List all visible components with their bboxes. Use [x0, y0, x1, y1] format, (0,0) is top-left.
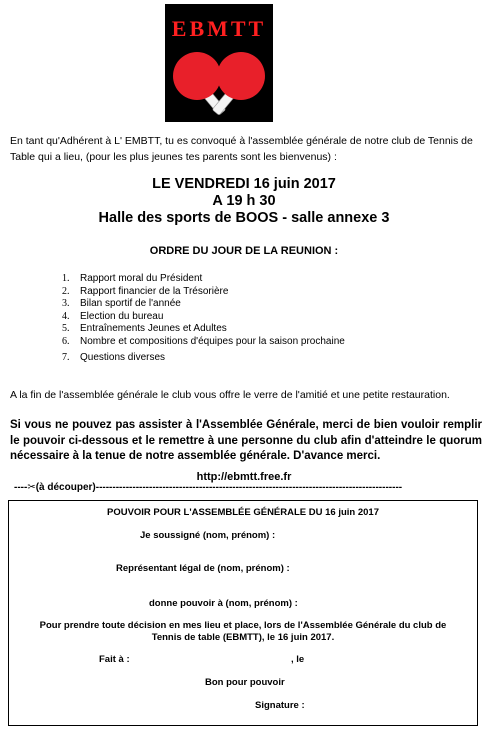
event-time: A 19 h 30 — [212, 193, 276, 209]
agenda-item-number: 6. — [62, 335, 70, 347]
agenda-item — [62, 352, 462, 365]
agenda-title: ORDRE DU JOUR DE LA REUNION : — [149, 245, 339, 257]
cut-line-label: (à découper) — [35, 482, 96, 493]
decision-text-line-2: Tennis de table (EBMTT), le 16 juin 2017. — [151, 632, 335, 643]
agenda-item-text: Questions diverses — [80, 352, 166, 363]
intro-paragraph: En tant qu'Adhérent à L' EMBTT, tu es convoqué à l'assemblée générale de notre club de Tennis de Table qui a lieu, (pour les plus jeunes tes parents sont les bienvenus) : — [10, 135, 473, 163]
closing-paragraph: A la fin de l'assemblée générale le club vous offre le verre de l'amitié et une petite restauration. — [10, 389, 450, 401]
proxy-form-title: POUVOIR POUR L'ASSEMBLÉE GÉNÉRALE DU 16 juin 2017 — [106, 507, 379, 518]
agenda-item-number: 1. — [62, 273, 70, 284]
club-logo — [165, 4, 273, 122]
agenda-item — [62, 286, 462, 299]
agenda-item-text: Entraînements Jeunes et Adultes — [80, 323, 227, 334]
agenda-item — [62, 311, 462, 324]
agenda-item-text: Rapport moral du Président — [80, 273, 203, 284]
agenda-item-number: 5. — [62, 323, 70, 334]
proxy-notice: Si vous ne pouvez pas assister à l'Assemblée Générale, merci de bien vouloir remplir le pouvoir ci-dessous et le remettre à une personne du club afin d'atteindre le quorum nécessaire à la tenue de notre assemblée générale. D'avance merci. — [10, 419, 482, 462]
proxy-form — [8, 500, 478, 726]
logo-text: EBMTT — [171, 16, 267, 41]
undersigned-field-label: Je soussigné (nom, prénom) : — [140, 530, 276, 541]
agenda-item-number: 2. — [62, 285, 70, 297]
made-at-field-label: Fait à : — [99, 654, 130, 665]
agenda-item-number: 4. — [62, 310, 70, 322]
agenda-item — [62, 336, 462, 349]
agenda-item-text: Rapport financier de la Trésorière — [80, 285, 229, 297]
good-for-power-label: Bon pour pouvoir — [205, 677, 285, 688]
agenda-item — [62, 273, 462, 286]
club-website-link[interactable]: http://ebmtt.free.fr — [196, 471, 292, 483]
ping-pong-paddles-icon — [165, 4, 273, 122]
agenda-item-text: Election du bureau — [80, 310, 164, 322]
scissors-icon: ✂ — [27, 482, 36, 493]
agenda-item — [62, 323, 462, 336]
agenda-list — [62, 273, 462, 365]
agenda-item — [62, 298, 462, 311]
cut-line — [14, 482, 484, 493]
agenda-item-text: Bilan sportif de l'année — [80, 298, 181, 309]
cut-line-dashes: -------------------------------------------------------------------------------------------- — [95, 482, 403, 493]
agenda-item-number: 7. — [62, 352, 70, 363]
agenda-item-text: Nombre et compositions d'équipes pour la saison prochaine — [80, 335, 345, 347]
agenda-item-number: 3. — [62, 298, 70, 309]
cut-line-prefix: ---- — [14, 482, 28, 493]
signature-field-label: Signature : — [255, 700, 305, 711]
decision-text-line-1: Pour prendre toute décision en mes lieu et place, lors de l'Assemblée Générale du club de — [39, 620, 447, 631]
legal-representative-field-label: Représentant légal de (nom, prénom) : — [116, 563, 290, 574]
event-date: LE VENDREDI 16 juin 2017 — [152, 176, 336, 192]
gives-power-field-label: donne pouvoir à (nom, prénom) : — [149, 598, 298, 609]
date-field-label: , le — [291, 654, 305, 665]
event-venue: Halle des sports de BOOS - salle annexe 3 — [98, 210, 390, 226]
